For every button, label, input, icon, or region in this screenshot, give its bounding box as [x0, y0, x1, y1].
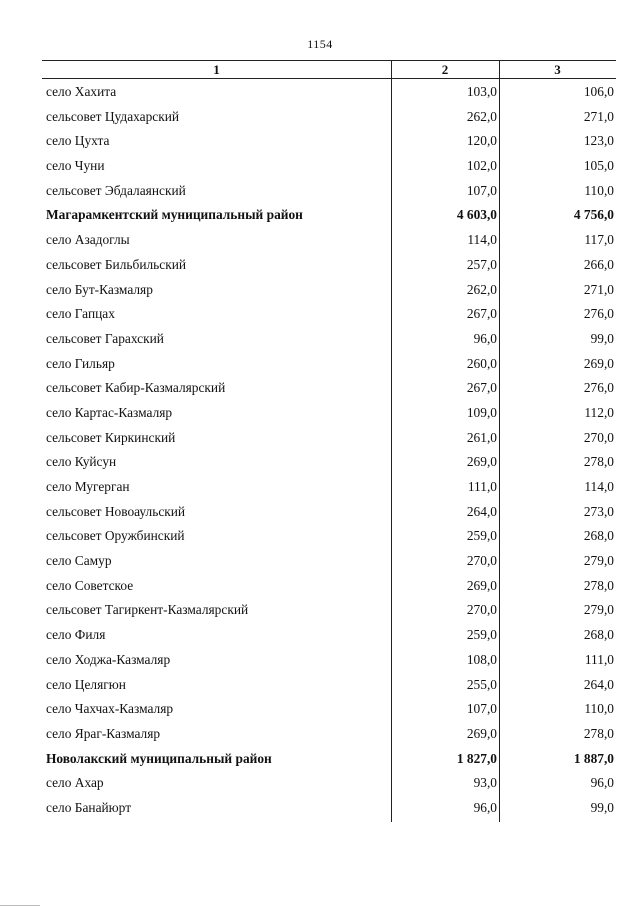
- row-value-col-2: 270,0: [466, 602, 497, 618]
- row-name: село Куйсун: [46, 454, 117, 470]
- row-value-col-2: 267,0: [466, 306, 497, 322]
- row-value-col-3: 270,0: [583, 429, 614, 445]
- row-value-col-2: 1 827,0: [456, 750, 497, 766]
- row-value-col-3: 271,0: [583, 281, 614, 297]
- row-name: село Ходжа-Казмаляр: [46, 651, 171, 667]
- row-name: село Бут-Казмаляр: [46, 281, 153, 297]
- row-value-col-2: 107,0: [466, 182, 497, 198]
- row-value-col-3: 99,0: [590, 330, 614, 346]
- table-row: [42, 128, 616, 153]
- row-value-col-2: 107,0: [466, 701, 497, 717]
- table-row: [42, 449, 616, 474]
- row-value-col-2: 111,0: [467, 479, 497, 494]
- table-row: [42, 425, 616, 450]
- row-value-col-3: 123,0: [583, 133, 614, 149]
- row-value-col-2: 267,0: [466, 380, 497, 396]
- row-name: село Азадоглы: [46, 232, 130, 248]
- table-row: [42, 252, 616, 277]
- table-row: [42, 622, 616, 647]
- table-row: [42, 573, 616, 598]
- row-name: сельсовет Цудахарский: [46, 108, 180, 124]
- row-name: сельсовет Киркинский: [46, 429, 176, 445]
- row-name: село Цухта: [46, 133, 110, 149]
- row-value-col-3: 4 756,0: [573, 207, 614, 223]
- table-row: [42, 277, 616, 302]
- row-value-col-2: 270,0: [466, 553, 497, 569]
- row-name: село Целягюн: [46, 676, 126, 692]
- header-col-1: 1: [213, 62, 220, 77]
- table-row: [42, 770, 616, 795]
- table-row: [42, 597, 616, 622]
- table-header: [42, 60, 616, 79]
- row-value-col-3: 268,0: [583, 627, 614, 643]
- table-row: [42, 79, 616, 104]
- header-col-3: 3: [554, 62, 561, 77]
- row-value-col-3: 111,0: [584, 651, 614, 667]
- row-value-col-2: 260,0: [466, 355, 497, 371]
- row-value-col-3: 106,0: [583, 84, 614, 99]
- row-name: сельсовет Эбдалаянский: [46, 182, 186, 198]
- table-row: [42, 153, 616, 178]
- row-value-col-2: 261,0: [466, 429, 497, 445]
- row-value-col-2: 96,0: [473, 330, 497, 346]
- row-value-col-2: 109,0: [466, 404, 497, 420]
- data-table: [42, 60, 616, 822]
- row-name: село Яраг-Казмаляр: [46, 725, 161, 741]
- row-name: село Ахар: [46, 775, 104, 791]
- row-value-col-3: 1 887,0: [573, 750, 614, 766]
- table-row: [42, 672, 616, 697]
- table-row-district: [42, 202, 616, 227]
- row-value-col-3: 114,0: [584, 479, 614, 494]
- row-value-col-2: 269,0: [466, 577, 497, 593]
- table-row: [42, 400, 616, 425]
- table-row: [42, 548, 616, 573]
- table-row-district: [42, 746, 616, 771]
- table-row: [42, 227, 616, 252]
- row-value-col-3: 264,0: [583, 676, 614, 692]
- page-number: 1154: [307, 37, 333, 51]
- table-row: [42, 474, 616, 499]
- table-row: [42, 351, 616, 376]
- table-row: [42, 696, 616, 721]
- row-name: село Самур: [46, 553, 112, 569]
- header-col-2: 2: [441, 62, 449, 77]
- row-value-col-3: 276,0: [583, 380, 614, 396]
- row-name: село Картас-Казмаляр: [46, 404, 173, 420]
- row-name: село Советское: [46, 577, 134, 593]
- row-name: село Хахита: [46, 84, 117, 99]
- row-value-col-3: 278,0: [583, 454, 614, 470]
- table-row: [42, 721, 616, 746]
- row-name: село Мугерган: [46, 479, 130, 494]
- row-name: село Чахчах-Казмаляр: [46, 701, 174, 717]
- table-body: [42, 79, 616, 820]
- row-value-col-2: 114,0: [467, 232, 497, 248]
- row-value-col-2: 93,0: [473, 775, 497, 791]
- row-value-col-2: 96,0: [473, 799, 497, 815]
- row-value-col-3: 105,0: [583, 158, 614, 174]
- row-value-col-3: 279,0: [583, 602, 614, 618]
- row-value-col-2: 259,0: [466, 528, 497, 544]
- row-name: сельсовет Оружбинский: [46, 528, 185, 544]
- table-row: [42, 301, 616, 326]
- row-value-col-2: 262,0: [466, 281, 497, 297]
- row-name: Магарамкентский муниципальный район: [46, 207, 303, 223]
- row-value-col-3: 117,0: [584, 232, 614, 248]
- row-name: село Гильяр: [46, 355, 115, 371]
- row-name: сельсовет Кабир-Казмалярский: [46, 380, 226, 396]
- row-value-col-2: 264,0: [466, 503, 497, 519]
- row-value-col-2: 102,0: [466, 158, 497, 174]
- table-row: [42, 178, 616, 203]
- row-name: Новолакский муниципальный район: [46, 750, 272, 766]
- row-name: село Чуни: [46, 158, 105, 174]
- row-value-col-3: 99,0: [590, 799, 614, 815]
- row-name: село Филя: [46, 627, 106, 643]
- row-name: село Гапцах: [46, 306, 115, 322]
- row-value-col-2: 103,0: [466, 84, 497, 99]
- row-value-col-3: 279,0: [583, 553, 614, 569]
- row-name: сельсовет Новоаульский: [46, 503, 186, 519]
- table-row: [42, 523, 616, 548]
- table-row: [42, 375, 616, 400]
- row-value-col-2: 255,0: [466, 676, 497, 692]
- table-row: [42, 499, 616, 524]
- row-value-col-2: 269,0: [466, 454, 497, 470]
- row-value-col-3: 112,0: [584, 404, 614, 420]
- row-value-col-3: 271,0: [583, 108, 614, 124]
- row-value-col-3: 278,0: [583, 577, 614, 593]
- table-row: [42, 326, 616, 351]
- row-name: село Банайюрт: [46, 799, 132, 815]
- row-name: сельсовет Бильбильский: [46, 256, 187, 272]
- row-value-col-2: 4 603,0: [456, 207, 497, 223]
- row-value-col-2: 269,0: [466, 725, 497, 741]
- row-value-col-3: 266,0: [583, 256, 614, 272]
- row-value-col-2: 259,0: [466, 627, 497, 643]
- row-value-col-3: 276,0: [583, 306, 614, 322]
- row-name: сельсовет Гарахский: [46, 330, 164, 346]
- row-value-col-2: 120,0: [466, 133, 497, 149]
- row-value-col-3: 273,0: [583, 503, 614, 519]
- row-value-col-3: 110,0: [584, 701, 614, 717]
- table-row: [42, 647, 616, 672]
- row-value-col-2: 108,0: [466, 651, 497, 667]
- row-value-col-3: 278,0: [583, 725, 614, 741]
- row-value-col-3: 110,0: [584, 182, 614, 198]
- row-value-col-2: 257,0: [466, 256, 497, 272]
- row-value-col-2: 262,0: [466, 108, 497, 124]
- row-name: сельсовет Тагиркент-Казмалярский: [46, 602, 249, 618]
- row-value-col-3: 269,0: [583, 355, 614, 371]
- row-value-col-3: 96,0: [590, 775, 614, 791]
- row-value-col-3: 268,0: [583, 528, 614, 544]
- table-row: [42, 104, 616, 129]
- table-row: [42, 795, 616, 820]
